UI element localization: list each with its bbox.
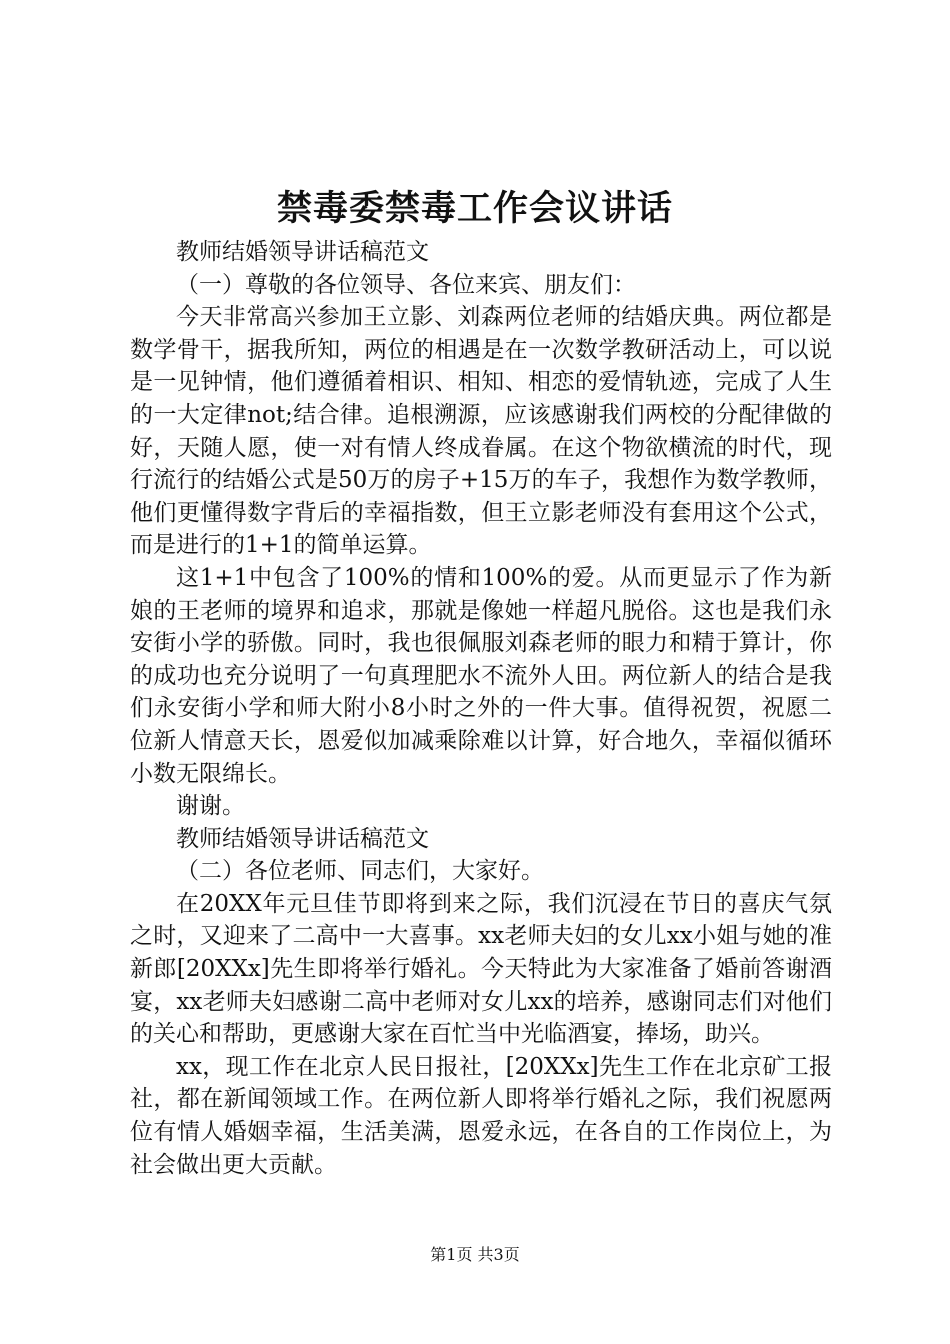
document-title: 禁毒委禁毒工作会议讲话 [276,188,673,229]
paragraph-heading-1: 教师结婚领导讲话稿范文 [176,239,429,265]
paragraph-body: 今天非常高兴参加王立影、刘森两位老师的结婚庆典。两位都是数学骨干，据我所知，两位的相遇是在一次数学教研活动上，可以说是一见钟情，他们遵循着相识、相知、相恋的爱情轨迹，完成了人生的一大定律not;结合律。追根溯源，应该感谢我们两校的分配律做的好，天随人愿，使一对有情人终成眷属。在这个物欲横流的时代，现行流行的结婚公式是50万的房子+15万的车子，我想作为数学教师，他们更懂得数字背后的幸福指数，但王立影老师没有套用这个公式，而是进行的1+1的简单运算。 [130,304,832,559]
paragraph-heading-2: 教师结婚领导讲话稿范文 [176,825,429,852]
paragraph-body: 这1+1中包含了100%的情和100%的爱。从而更显示了作为新娘的王老师的境界和追求，那就是像她一样超凡脱俗。这也是我们永安街小学的骄傲。同时，我也很佩服刘森老师的眼力和精于算计，你的成功也充分说明了一句真理肥水不流外人田。两位新人的结合是我们永安街小学和师大附小8小时之外的一件大事。值得祝贺，祝愿二位新人情意天长，恩爱似加减乘除难以计算，好合地久，幸福似循环小数无限绵长。 [130,564,832,787]
page-number: 第1页 共3页 [430,1245,520,1264]
paragraph-thanks: 谢谢。 [176,793,245,820]
paragraph-body: 在20XX年元旦佳节即将到来之际，我们沉浸在节日的喜庆气氛之时，又迎来了二高中一大喜事。xx老师夫妇的女儿xx小姐与她的准新郎[20XXx]先生即将举行婚礼。今天特此为大家准备了婚前答谢酒宴，xx老师夫妇感谢二高中老师对女儿xx的培养，感谢同志们对他们的关心和帮助，更感谢大家在百忙当中光临酒宴，捧场，助兴。 [130,890,832,1048]
paragraph-body: xx，现工作在北京人民日报社，[20XXx]先生工作在北京矿工报社，都在新闻领域工作。在两位新人即将举行婚礼之际，我们祝愿两位有情人婚姻幸福，生活美满，恩爱永远，在各自的工作岗位上，为社会做出更大贡献。 [130,1053,832,1178]
paragraph-salutation-2: （二）各位老师、同志们，大家好。 [176,858,544,885]
paragraph-salutation-1: （一）尊敬的各位领导、各位来宾、朋友们： [176,271,636,298]
document-body [130,236,832,1181]
